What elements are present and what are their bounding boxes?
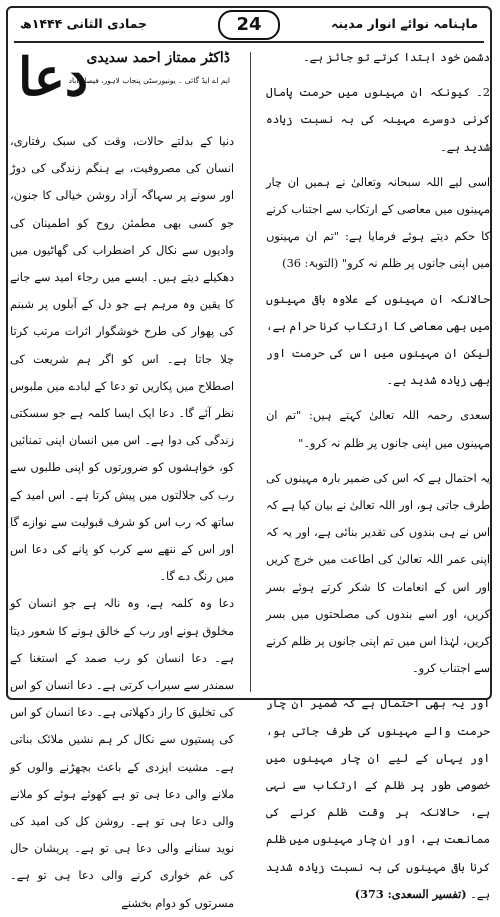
right-column <box>266 44 490 916</box>
left-column <box>10 128 234 917</box>
right-paragraph: 2۔ کیونکہ ان مہینوں میں حرمت پامال کرنی دوسرے مہینہ کی بہ نسبت زیادہ شدید ہے۔ <box>266 86 490 154</box>
page-header <box>8 8 490 42</box>
left-paragraph: دنیا کے بدلتے حالات، وقت کی سبک رفتاری، انسان کی مصروفیت، بے ہنگم زندگی کی دوڑ اور سونے پر سہاگہ آزاد روشن خیالی کا جنون، جو کسی بھی مطمئن روح کو اطمینان کی وادیوں سے نکال کر اضطراب کی گھاٹیوں میں دھکیلے دیتے ہیں۔ ایسے میں رجاء امید سے جانے کا یقین وہ مرہم ہے جو دل کے آبلوں پر شبنم کی پھوار کی طرح خوشگوار اثرات مرتب کرتا چلا جاتا ہے۔ اس کو اگر ہم شریعت کی اصطلاح میں پکاریں تو دعا کے لبادے میں ملبوس نظر آئے گا۔ دعا ایک ایسا کلمہ ہے جو سسکتی زندگی کی دوا ہے۔ اس میں انسان اپنی تمنائیں کو، خواہشوں کو ضرورتوں کو اپنی طلبوں سے رب کی جلالتوں میں پیش کرتا ہے۔ اس امید کے ساتھ کہ رب اس کو شرف قبولیت سے نوازے گا اور اس کے ننھے سے کرب کو پانے کی دعا اس میں رنگ دے گا۔ <box>10 135 234 584</box>
author-name: ڈاکٹر ممتاز احمد سدیدی <box>86 50 230 66</box>
tafsir-reference: (تفسیر السعدی: 373) <box>354 886 467 901</box>
right-paragraph: سعدی رحمہ اللہ تعالیٰ کہتے ہیں: "تم ان مہینوں میں اپنی جانوں پر ظلم نہ کرو۔" <box>266 409 490 450</box>
magazine-name: ماہنامہ نوائے انوار مدینہ <box>331 16 478 31</box>
right-paragraph-text: اور یہ بھی احتمال ہے کہ ضمیر ان چار حرمت والے مہینوں کی طرف جاتی ہو، اور یہاں کے لیے ان چار مہینوں میں خصوصی طور پر ظلم کے ارتکاب سے نہی ہے، حالانکہ ہر وقت ظلم کرنے کی ممانعت ہے، اور ان چار مہینوں میں ظلم کرنا باقی مہینوں کی بہ نسبت زیادہ شدید ہے۔ <box>266 697 490 901</box>
right-paragraph: دشمن خود ابتدا کرتے تو جائز ہے۔ <box>302 51 490 64</box>
left-paragraph: دعا وہ کلمہ ہے، وہ نالہ ہے جو انسان کو مخلوق ہونے اور رب کے خالق ہونے کا شعور دیتا ہے۔ دعا انسان کو رب صمد کے استغنا کے سمندر سے سیراب کرتی ہے۔ دعا انسان کو اس کی تخلیق کا راز دکھلاتی ہے۔ دعا انسان کو اس کی پستیوں سے نکال کر ہم نشیں ملائک بناتی ہے۔ مشیت ایزدی کے باعث بچھڑنے والوں کو ملانے والی دعا ہی تو ہے کھوئے ہوئے کو ملانے والی دعا ہی تو ہے۔ روشن کل کی امید کی نوید سنانے والی دعا ہی تو ہے۔ پریشان حال کی غم خواری کرنے والی دعا ہی تو ہے۔ مسرتوں کو دوام بخشنے <box>10 597 234 910</box>
article-title: دعا <box>18 47 89 108</box>
author-affiliation: ایم اے ایڈ گائی ۔ یونیورسٹی پنجاب لاہور، فیصل آباد <box>68 76 230 85</box>
column-divider <box>250 52 251 692</box>
page-number-badge: 24 <box>218 10 280 40</box>
right-paragraph: یہ احتمال ہے کہ اس کی ضمیر بارہ مہینوں کی طرف جاتی ہو، اور اللہ تعالیٰ نے بیان کیا ہے کہ اس نے ہی بندوں کی تقدیر بنائی ہے، اور یہ کہ اپنی عمر اللہ تعالیٰ کی اطاعت میں خرچ کریں اور اس کے انعامات کا شکر کرتے ہوئے بسر کریں، اور اسے بندوں کی مصلحتوں میں بسر کریں، لہٰذا اس میں تم اپنی جانوں پر ظلم کرنے سے اجتناب کرو۔ <box>266 471 490 676</box>
right-paragraph: حالانکہ ان مہینوں کے علاوہ باقی مہینوں میں بھی معاصی کا ارتکاب کرنا حرام ہے، لیکن ان مہینوں میں اس کی حرمت اور بھی زیادہ شدید ہے۔ <box>266 292 490 388</box>
right-paragraph: اسی لیے اللہ سبحانہ وتعالیٰ نے ہمیں ان چار مہینوں میں معاصی کے ارتکاب سے اجتناب کرنے کا حکم دیتے ہوئے فرمایا ہے: "تم ان مہینوں میں اپنی جانوں پر ظلم نہ کرو" (التوبۃ: 36) <box>266 175 490 271</box>
right-paragraph <box>266 690 490 908</box>
article-heading <box>10 42 234 126</box>
issue-date: جمادی الثانی ۱۴۴۴ھ <box>20 16 148 31</box>
